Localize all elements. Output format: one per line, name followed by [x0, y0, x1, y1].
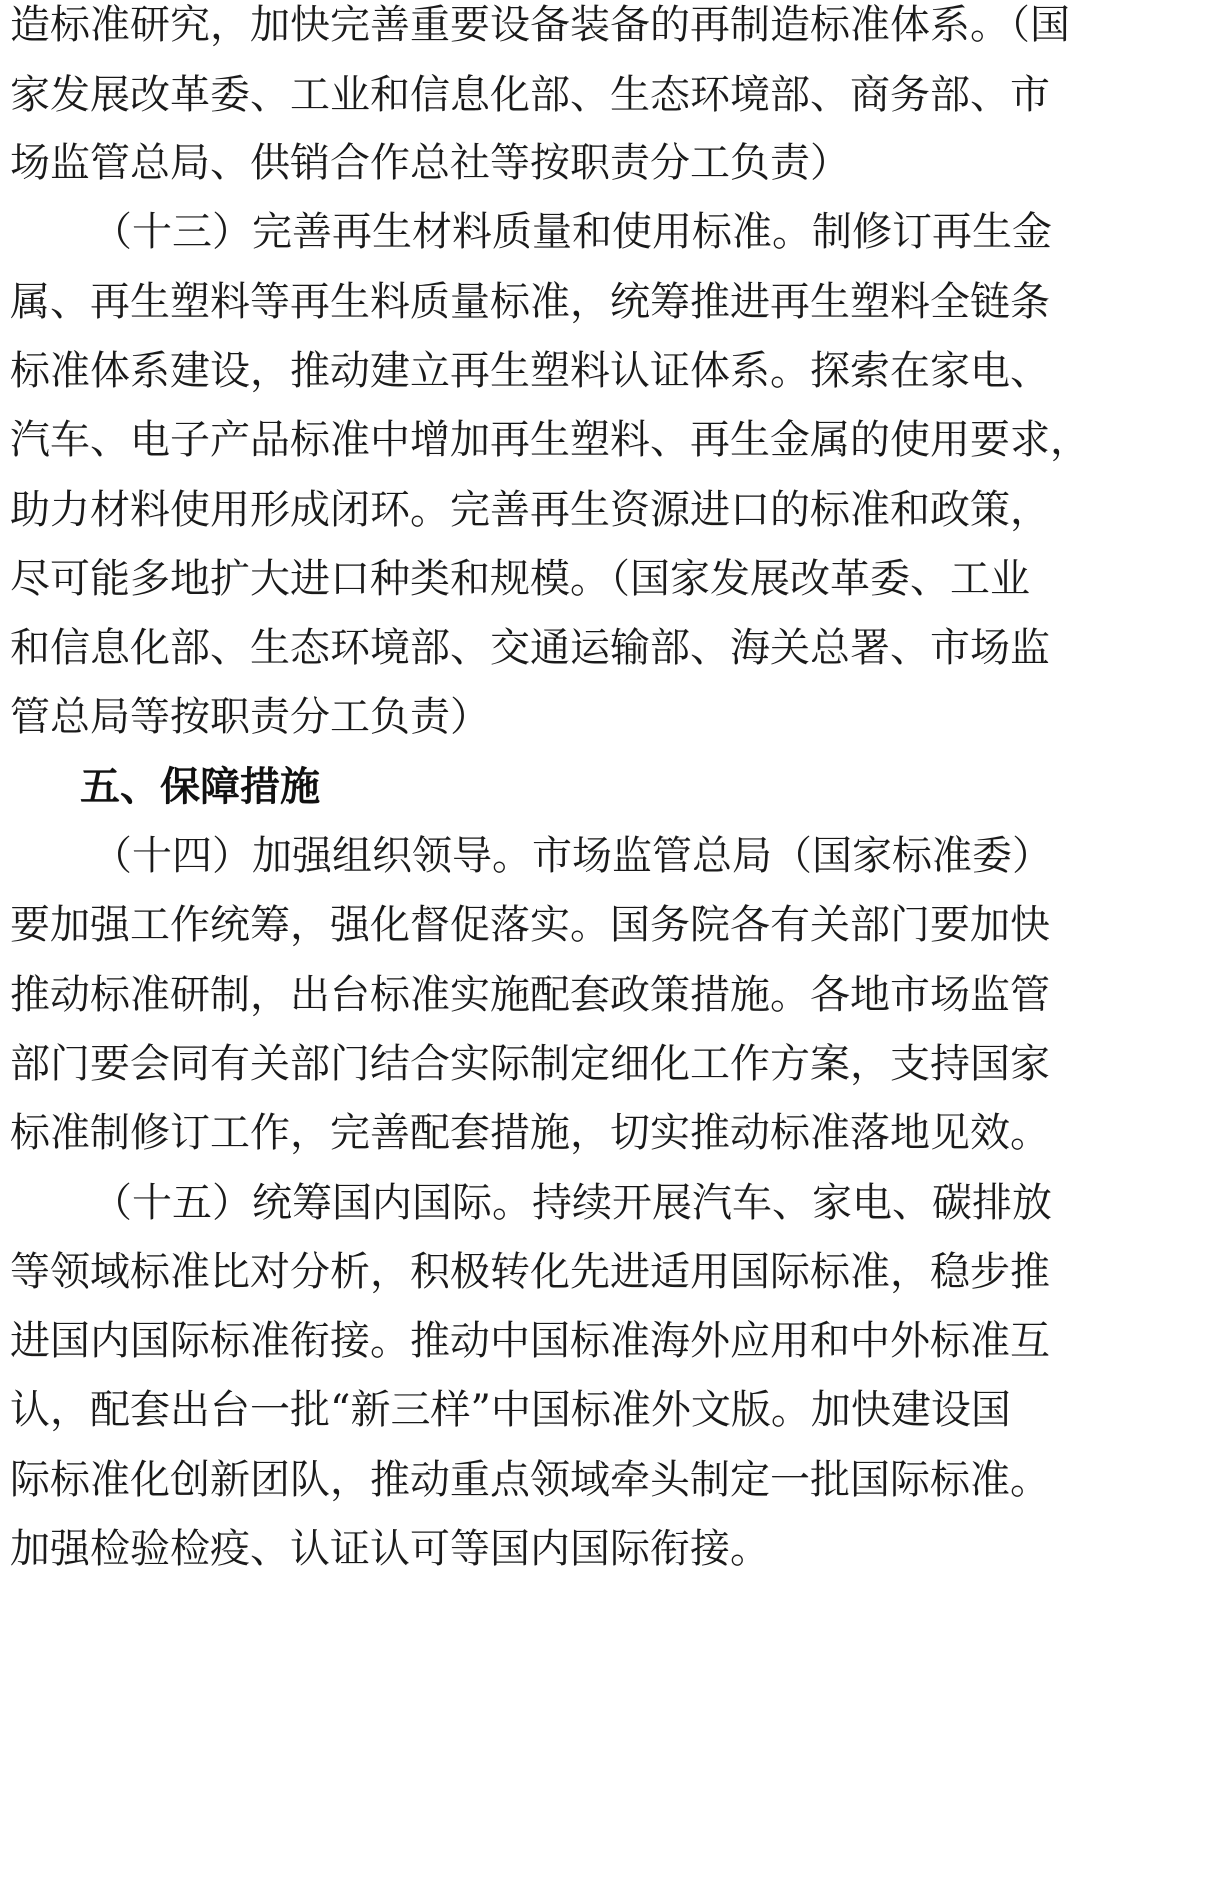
- paragraph-14-line: 要加强工作统筹，强化督促落实。国务院各有关部门要加快: [10, 902, 1050, 948]
- paragraph-15-line: （十五）统筹国内国际。持续开展汽车、家电、碳排放: [92, 1180, 1052, 1226]
- paragraph-13-line: 属、再生塑料等再生料质量标准，统筹推进再生塑料全链条: [10, 279, 1050, 325]
- paragraph-14-line: 推动标准研制，出台标准实施配套政策措施。各地市场监管: [10, 972, 1050, 1018]
- paragraph-continuation-line: 场监管总局、供销合作总社等按职责分工负责）: [10, 140, 850, 186]
- paragraph-15-line: 认，配套出台一批“新三样”中国标准外文版。加快建设国: [10, 1387, 1011, 1433]
- paragraph-14-line: 标准制修订工作，完善配套措施，切实推动标准落地见效。: [10, 1110, 1050, 1156]
- paragraph-13-line: 标准体系建设，推动建立再生塑料认证体系。探索在家电、: [10, 348, 1050, 394]
- paragraph-14-line: （十四）加强组织领导。市场监管总局（国家标准委）: [92, 833, 1052, 879]
- paragraph-15-line: 加强检验检疫、认证认可等国内国际衔接。: [10, 1526, 770, 1572]
- paragraph-continuation-line: 家发展改革委、工业和信息化部、生态环境部、商务部、市: [10, 72, 1050, 118]
- section-heading: 五、保障措施: [80, 764, 320, 810]
- paragraph-14-line: 部门要会同有关部门结合实际制定细化工作方案，支持国家: [10, 1041, 1050, 1087]
- paragraph-13-line: 和信息化部、生态环境部、交通运输部、海关总署、市场监: [10, 625, 1050, 671]
- paragraph-15-line: 进国内国际标准衔接。推动中国标准海外应用和中外标准互: [10, 1318, 1050, 1364]
- paragraph-15-line: 际标准化创新团队，推动重点领域牵头制定一批国际标准。: [10, 1457, 1050, 1503]
- paragraph-continuation-line: 造标准研究，加快完善重要设备装备的再制造标准体系。（国: [10, 2, 1070, 48]
- paragraph-15-line: 等领域标准比对分析，积极转化先进适用国际标准，稳步推: [10, 1249, 1050, 1295]
- paragraph-13-line: 尽可能多地扩大进口种类和规模。（国家发展改革委、工业: [10, 556, 1030, 602]
- paragraph-13-line: 汽车、电子产品标准中增加再生塑料、再生金属的使用要求，: [10, 417, 1090, 463]
- paragraph-13-line: 管总局等按职责分工负责）: [10, 694, 490, 740]
- paragraph-13-line: （十三）完善再生材料质量和使用标准。制修订再生金: [92, 209, 1052, 255]
- paragraph-13-line: 助力材料使用形成闭环。完善再生资源进口的标准和政策，: [10, 487, 1050, 533]
